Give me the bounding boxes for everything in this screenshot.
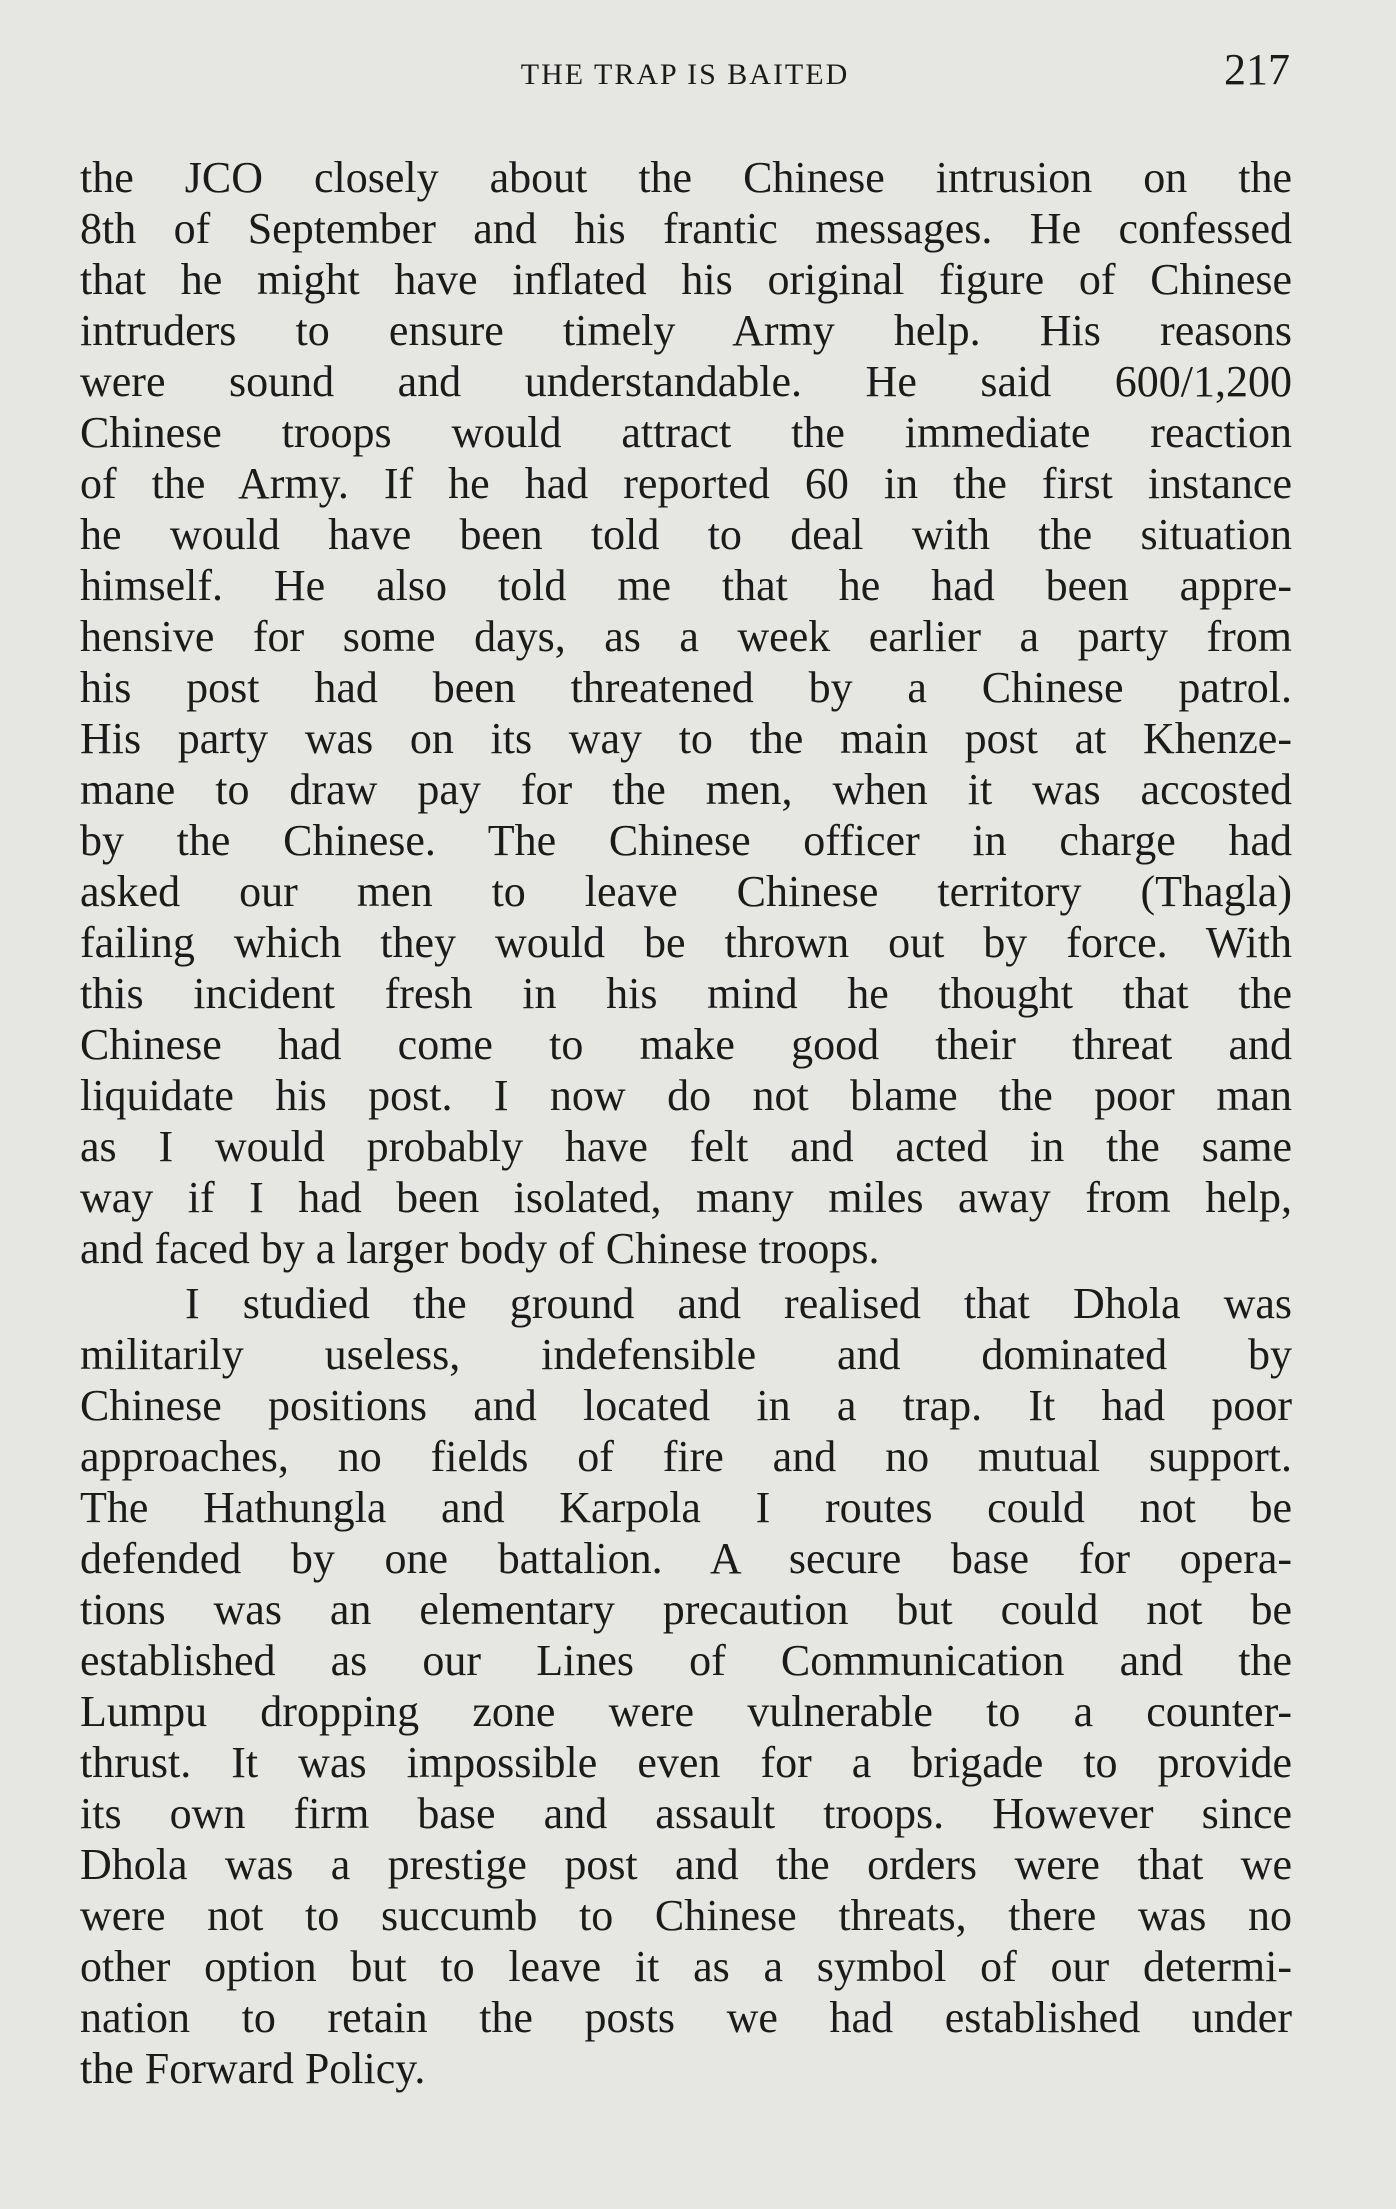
text-line: intruders to ensure timely Army help. His reasons <box>80 306 1292 355</box>
text-line: as I would probably have felt and acted in the same <box>80 1122 1292 1171</box>
text-line: Chinese troops would attract the immediate reaction <box>80 408 1292 457</box>
text-line: that he might have inflated his original figure of Chinese <box>80 255 1292 304</box>
text-line: failing which they would be thrown out by force. With <box>80 918 1292 967</box>
text-line: this incident fresh in his mind he thought that the <box>80 969 1292 1018</box>
text-line: of the Army. If he had reported 60 in the first instance <box>80 459 1292 508</box>
text-line: hensive for some days, as a week earlier a party from <box>80 612 1292 661</box>
paragraph <box>80 152 1292 1274</box>
text-line: Dhola was a prestige post and the orders were that we <box>80 1840 1292 1889</box>
paragraph <box>80 1278 1292 2094</box>
text-line: himself. He also told me that he had been appre- <box>80 561 1292 610</box>
text-line: were sound and understandable. He said 600/1,200 <box>80 357 1292 406</box>
text-line: liquidate his post. I now do not blame the poor man <box>80 1071 1292 1120</box>
text-line: its own firm base and assault troops. However since <box>80 1789 1292 1838</box>
text-line: nation to retain the posts we had established under <box>80 1993 1292 2042</box>
text-line: he would have been told to deal with the situation <box>80 510 1292 559</box>
text-line: way if I had been isolated, many miles away from help, <box>80 1173 1292 1222</box>
text-line: Lumpu dropping zone were vulnerable to a counter- <box>80 1687 1292 1736</box>
text-line: Chinese positions and located in a trap. It had poor <box>80 1381 1292 1430</box>
text-line: 8th of September and his frantic messages. He confessed <box>80 204 1292 253</box>
text-line: defended by one battalion. A secure base for opera- <box>80 1534 1292 1583</box>
text-line: were not to succumb to Chinese threats, there was no <box>80 1891 1292 1940</box>
text-line: and faced by a larger body of Chinese troops. <box>80 1224 880 1273</box>
text-line: approaches, no fields of fire and no mutual support. <box>80 1432 1292 1481</box>
page-header <box>80 38 1290 98</box>
text-line: tions was an elementary precaution but could not be <box>80 1585 1292 1634</box>
page-body <box>80 152 1292 2098</box>
page-number: 217 <box>1224 45 1290 94</box>
text-line: Chinese had come to make good their threat and <box>80 1020 1292 1069</box>
text-line: I studied the ground and realised that Dhola was <box>185 1279 1292 1328</box>
text-line: mane to draw pay for the men, when it was accosted <box>80 765 1292 814</box>
text-line: his post had been threatened by a Chinese patrol. <box>80 663 1292 712</box>
text-line: the JCO closely about the Chinese intrusion on the <box>80 153 1292 202</box>
text-line: other option but to leave it as a symbol of our determi- <box>80 1942 1292 1991</box>
text-line: militarily useless, indefensible and dominated by <box>80 1330 1292 1379</box>
running-head: THE TRAP IS BAITED <box>520 58 850 91</box>
text-line: asked our men to leave Chinese territory (Thagla) <box>80 867 1292 916</box>
text-line: His party was on its way to the main post at Khenze- <box>80 714 1292 763</box>
text-line: The Hathungla and Karpola I routes could not be <box>80 1483 1292 1532</box>
text-line: by the Chinese. The Chinese officer in charge had <box>80 816 1292 865</box>
text-line: the Forward Policy. <box>80 2044 426 2093</box>
text-line: thrust. It was impossible even for a brigade to provide <box>80 1738 1292 1787</box>
text-line: established as our Lines of Communication and the <box>80 1636 1292 1685</box>
